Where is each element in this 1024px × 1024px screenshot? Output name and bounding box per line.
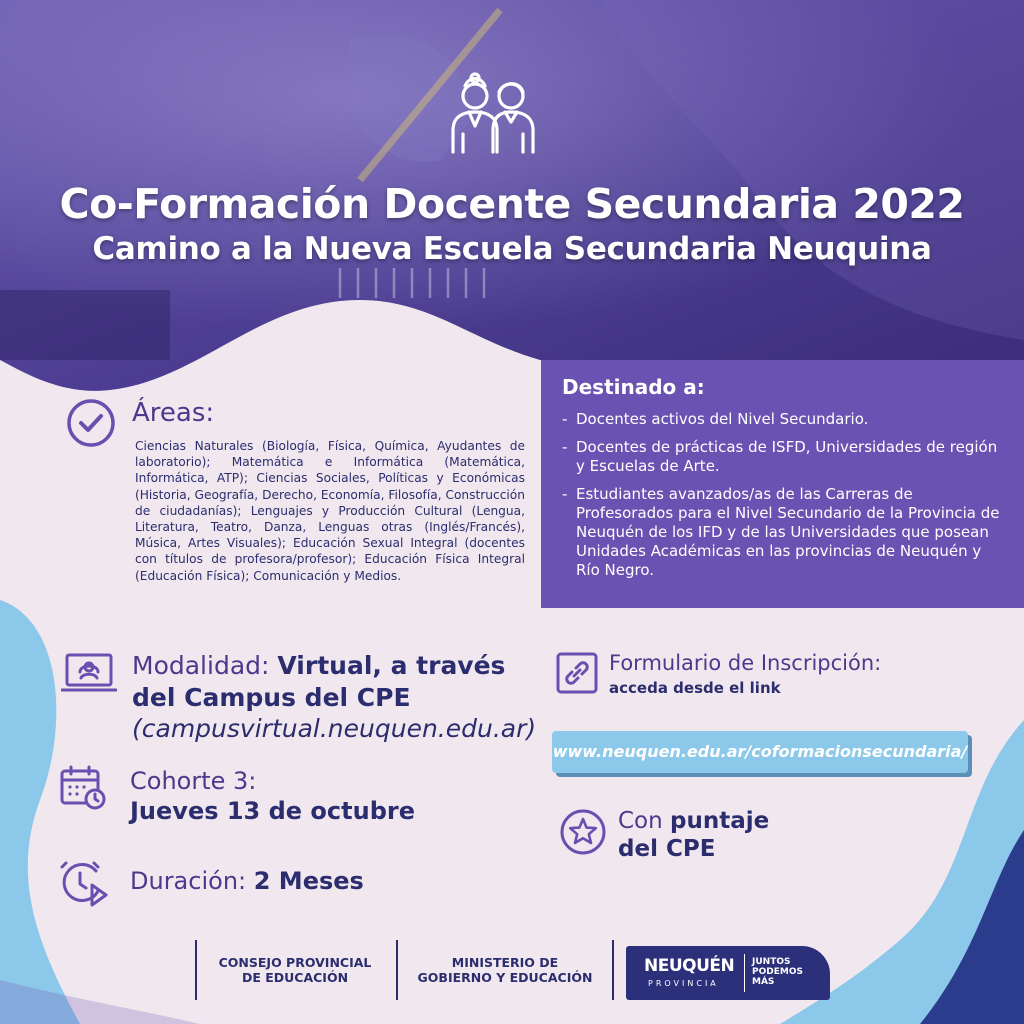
brand-slogan: [752, 957, 803, 987]
brand-sub: PROVINCIA: [648, 979, 719, 988]
org-consejo-line1: CONSEJO PROVINCIAL: [218, 955, 372, 970]
teachers-icon: [447, 72, 539, 156]
puntaje-bold-2: del CPE: [618, 836, 716, 862]
calendar-clock-icon: [59, 765, 107, 811]
page-subtitle: Camino a la Nueva Escuela Secundaria Neuquina: [92, 231, 932, 267]
destinado-item: - Docentes de prácticas de ISFD, Universidades de región y Escuelas de Arte.: [562, 438, 1002, 476]
org-ministerio: [402, 955, 608, 985]
campus-url: (campusvirtual.neuquen.edu.ar): [132, 714, 537, 743]
puntaje-prefix: Con: [618, 808, 663, 834]
cohorte-label: Cohorte 3:: [130, 767, 257, 795]
laptop-headset-icon: [61, 652, 117, 694]
modalidad-value-2: del Campus del CPE: [132, 683, 411, 712]
page-title: Co-Formación Docente Secundaria 2022: [59, 180, 965, 228]
duracion-line: [130, 867, 364, 895]
duracion-label: Duración:: [130, 867, 247, 895]
neuquen-logo: [626, 946, 830, 1000]
destinado-title: Destinado a:: [562, 375, 705, 399]
star-icon: [559, 808, 607, 856]
modalidad-line: [132, 651, 505, 680]
formulario-subtitle: acceda desde el link: [609, 679, 781, 697]
cohorte-date: Jueves 13 de octubre: [130, 797, 415, 825]
inscription-link-button[interactable]: www.neuquen.edu.ar/coformacionsecundaria/: [552, 731, 968, 773]
footer-divider: [396, 940, 398, 1000]
link-icon: [556, 652, 598, 694]
org-consejo: [200, 955, 390, 985]
check-circle-icon: [66, 398, 116, 448]
duracion-value: 2 Meses: [253, 867, 364, 895]
footer-divider: [612, 940, 614, 1000]
org-ministerio-line2: GOBIERNO Y EDUCACIÓN: [417, 970, 593, 985]
destinado-item: - Estudiantes avanzados/as de las Carreras de Profesorados para el Nivel Secundario de la Provincia de Neuquén de los IFD y de las Universidades que posean Unidades Académicas en las provincias de Neuquén y Río Negro.: [562, 485, 1002, 580]
areas-text: Ciencias Naturales (Biología, Física, Química, Ayudantes de laboratorio); Matemática e Informática (Matemática, Informática, ATP); Ciencias Sociales, Políticas y Económicas (Historia, Geografía, Derecho, Economía, Filosofía, Construcción de ciudadanías); Lenguajes y Producción Cultural (Lengua, Literatura, Teatro, Danza, Lenguas otras (Inglés/Francés), Música, Artes Visuales); Educación Sexual Integral (docentes con títulos de profesora/profesor); Educación Física Integral (Educación Física); Comunicación y Medios.: [135, 439, 525, 583]
slogan-line: MÁS: [752, 977, 775, 987]
org-ministerio-line1: MINISTERIO DE: [451, 955, 559, 970]
brand-divider: [744, 954, 745, 992]
brand-name: NEUQUÉN: [644, 956, 735, 976]
timer-play-icon: [58, 857, 110, 907]
slogan-line: PODEMOS: [752, 967, 803, 977]
destinado-item: - Docentes activos del Nivel Secundario.: [562, 410, 1002, 429]
puntaje-bold: puntaje: [670, 808, 770, 834]
org-consejo-line2: DE EDUCACIÓN: [241, 970, 349, 985]
destinado-list: [562, 410, 1002, 589]
modalidad-value: Virtual, a través: [277, 651, 506, 680]
modalidad-label: Modalidad:: [132, 651, 270, 680]
footer-divider: [195, 940, 197, 1000]
slogan-line: JUNTOS: [752, 957, 791, 967]
formulario-title: Formulario de Inscripción:: [609, 651, 882, 675]
areas-label: Áreas:: [132, 398, 215, 428]
puntaje-line: [618, 808, 769, 834]
